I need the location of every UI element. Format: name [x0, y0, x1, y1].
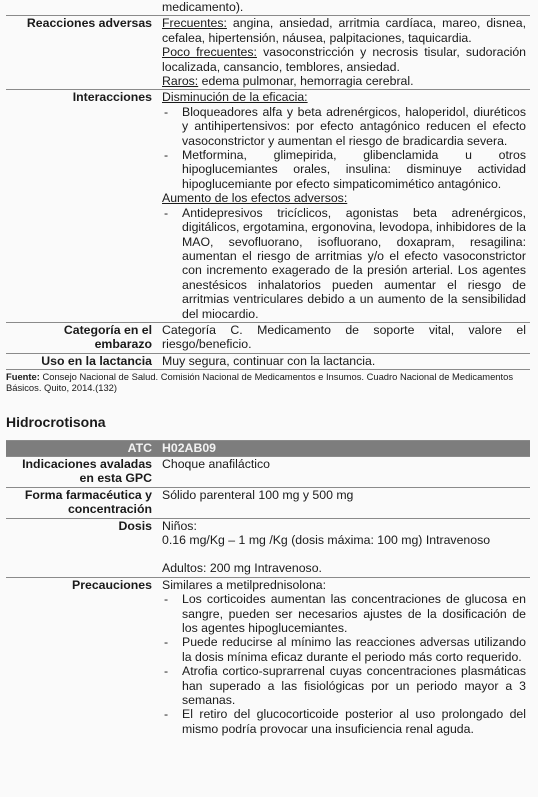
embarazo-value: Categoría C. Medicamento de soporte vital, valore el riesgo/beneficio. — [158, 322, 530, 353]
source-text: Consejo Nacional de Salud. Comisión Nacional de Medicamentos e Insumos. Cuadro Nacional de Medicamentos Básicos. Quito, 2014.(132) — [6, 371, 514, 394]
disminucion-list — [162, 105, 526, 191]
row-indicaciones — [6, 456, 530, 487]
indicaciones-label: Indicaciones avaladas en esta GPC — [6, 456, 158, 487]
reacciones-value — [158, 16, 530, 90]
drug-table-previous — [6, 0, 530, 369]
dosis-ninos-detail: 0.16 mg/Kg – 1 mg /Kg (dosis máxima: 100 mg) Intravenoso — [162, 533, 491, 547]
aumento-title: Aumento de los efectos adversos: — [162, 191, 348, 206]
precauciones-list — [162, 592, 526, 736]
lactancia-value: Muy segura, continuar con la lactancia. — [158, 353, 530, 369]
disminucion-title: Disminución de la eficacia: — [162, 90, 308, 105]
aumento-list — [162, 206, 526, 321]
bullet-dash: - — [164, 205, 169, 220]
row-forma — [6, 487, 530, 518]
atc-value: H02AB09 — [158, 440, 530, 456]
section-title: Hidrocrotisona — [6, 414, 106, 431]
poco-frecuentes-paragraph — [162, 45, 526, 74]
dosis-adultos: Adultos: 200 mg Intravenoso. — [162, 561, 322, 576]
row-uso-lactancia — [6, 353, 530, 369]
bullet-dash: - — [164, 635, 169, 650]
dosis-ninos: Niños: — [162, 518, 197, 533]
row-continuation — [6, 0, 530, 16]
indicaciones-value: Choque anafiláctico — [158, 456, 530, 487]
bullet-dash: - — [164, 592, 169, 607]
list-item: - Atrofia cortico-suprarrenal cuyas concentraciones plasmáticas han superado a las fisiológicas por un periodo mayor a 3 semanas. — [164, 664, 526, 708]
source-note — [6, 369, 530, 393]
list-item: - Metformina, glimepirida, glibenclamida u otros hipoglucemiantes orales, insulina: disminuye actividad hipoglucemiante por efecto simpaticomimético antagónico. — [164, 148, 526, 191]
poco-frecuentes-text: vasoconstricción y necrosis tisular, sudoración localizada, cansancio, temblores, ansiedad. — [162, 45, 526, 74]
bullet-dash: - — [164, 707, 169, 722]
source-label: Fuente: — [6, 371, 40, 383]
list-item: - Antidepresivos tricíclicos, agonistas beta adrenérgicos, digitálicos, ergotamina, ergonovina, levodopa, inhibidores de la MAO, sevofluorano, isofluorano, doxapram, resagilina: aumentan el riesgo de arritmias y/o el efecto vasoconstrictor con incremento exagerado de la presión arterial. Los agentes anestésicos inhalatorios pueden aumentar el riesgo de arritmias ventriculares debido a un aumento de la sensibilidad del miocardio. — [164, 205, 526, 321]
row-dosis — [6, 518, 530, 577]
interacciones-label: Interacciones — [6, 90, 158, 323]
list-item: - El retiro del glucocorticoide posterior al uso prolongado del mismo podría provocar una insuficiencia renal aguda. — [164, 707, 526, 736]
row-atc — [6, 440, 530, 456]
list-item: - Bloqueadores alfa y beta adrenérgicos, haloperidol, diuréticos y antihipertensivos: por efecto antagónico reducen el efecto vasoconstrictor y aumentan el riesgo de bradicardia severa. — [164, 104, 526, 148]
frecuentes-text: angina, ansiedad, arritmia cardíaca, mareo, disnea, cefalea, hipertensión, náusea, palpitaciones, taquicardia. — [162, 16, 526, 45]
row-precauciones — [6, 577, 530, 737]
list-item: - Los corticoides aumentan las concentraciones de glucosa en sangre, pueden ser necesarios ajustes de la dosificación de los agentes hipoglucemiantes. — [164, 592, 526, 636]
dosis-value — [158, 518, 530, 577]
interacciones-value — [158, 90, 530, 323]
frecuentes-title: Frecuentes: — [162, 16, 227, 31]
continuation-text: medicamento). — [162, 0, 244, 14]
poco-frecuentes-title: Poco frecuentes: — [162, 45, 257, 60]
reacciones-label: Reacciones adversas — [6, 16, 158, 90]
precauciones-intro: Similares a metilprednisolona: — [162, 577, 327, 592]
bullet-dash: - — [164, 148, 169, 163]
row-reacciones-adversas — [6, 16, 530, 90]
embarazo-label: Categoría en el embarazo — [6, 322, 158, 353]
bullet-dash: - — [164, 104, 169, 119]
drug-table-hidrocortisona — [6, 440, 530, 738]
row-interacciones — [6, 90, 530, 323]
precauciones-value — [158, 577, 530, 737]
forma-value: Sólido parenteral 100 mg y 500 mg — [158, 487, 530, 518]
precauciones-label: Precauciones — [6, 577, 158, 737]
raros-title: Raros: — [162, 74, 199, 89]
raros-paragraph — [162, 74, 526, 88]
raros-text: edema pulmonar, hemorragia cerebral. — [198, 74, 414, 89]
row-categoria-embarazo — [6, 322, 530, 353]
list-item: - Puede reducirse al mínimo las reacciones adversas utilizando la dosis mínima eficaz durante el periodo más corto requerido. — [164, 635, 526, 664]
dosis-label: Dosis — [6, 518, 158, 577]
lactancia-label: Uso en la lactancia — [6, 353, 158, 369]
bullet-dash: - — [164, 664, 169, 679]
forma-label: Forma farmacéutica y concentración — [6, 487, 158, 518]
atc-label: ATC — [6, 440, 158, 456]
frecuentes-paragraph — [162, 16, 526, 45]
